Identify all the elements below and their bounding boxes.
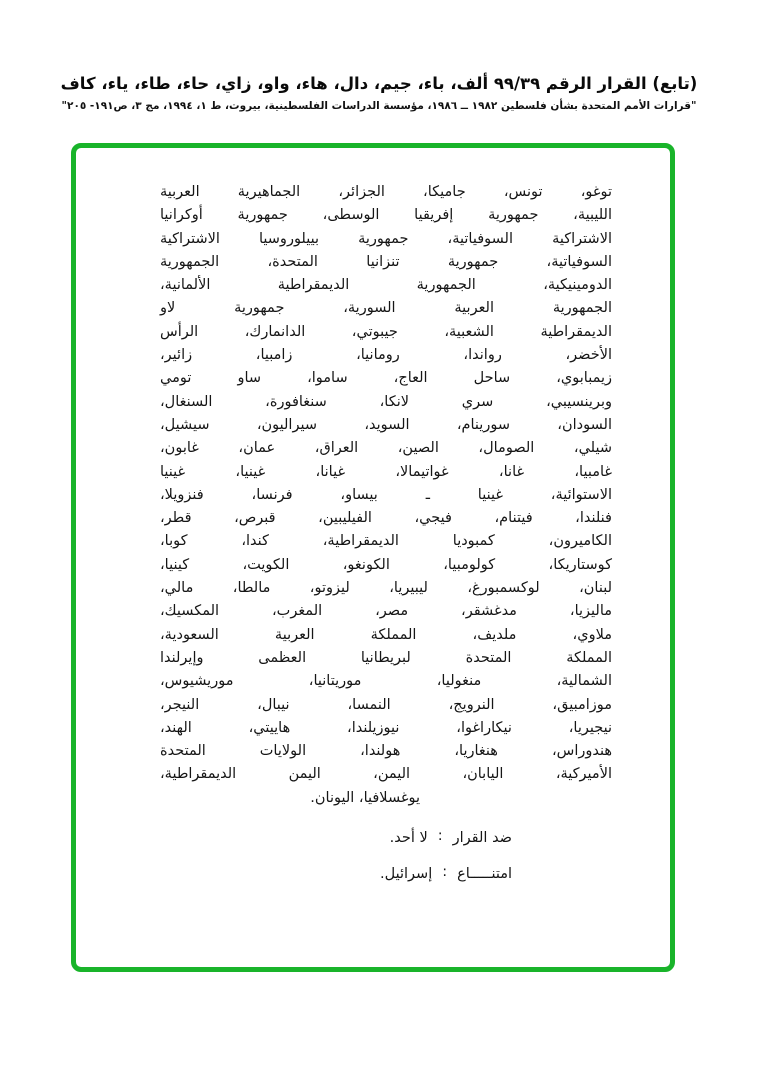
voting-list-line: الديمقراطية الشعبية، جيبوتي، الدانمارك، الرأس (160, 323, 612, 340)
voting-list-line: الأميركية، اليابان، اليمن، اليمن الديمقراطية، (160, 766, 612, 783)
voting-list-line: يوغسلافيا، اليونان. (310, 789, 420, 806)
voting-list-line: ملاوي، ملديف، المملكة العربية السعودية، (160, 626, 612, 643)
voting-list-line: هندوراس، هنغاريا، هولندا، الولايات المتحدة (160, 743, 612, 760)
page-header (0, 74, 758, 112)
voting-list-line: لبنان، لوكسمبورغ، ليبيريا، ليزوتو، مالطا، مالي، (160, 580, 612, 597)
voting-list-line: الاستوائية، غينيا ـ بيساو، فرنسا، فنزويلا، (160, 486, 612, 503)
vote-results (160, 820, 512, 892)
voting-list-line: المملكة المتحدة لبريطانيا العظمى وإيرلندا (160, 649, 612, 666)
voting-list-line: غامبيا، غانا، غواتيمالا، غيانا، غينيا، غينيا (160, 463, 612, 480)
colon-separator: : (437, 828, 443, 844)
voting-list-line: زيمبابوي، ساحل العاج، ساموا، ساو تومي (160, 370, 612, 387)
voting-list-line: الليبية، جمهورية إفريقيا الوسطى، جمهورية أوكرانيا (160, 207, 612, 224)
voting-list-line: فنلندا، فيتنام، فيجي، الفيليبين، قبرص، قطر، (160, 510, 612, 527)
resolution-title: (تابع) القرار الرقم ٩٩/٣٩ ألف، باء، جيم، دال، هاء، واو، زاي، حاء، طاء، ياء، كاف (60, 74, 698, 93)
voting-list-line: الكاميرون، كمبوديا الديمقراطية، كندا، كوبا، (160, 533, 612, 550)
vote-against-value: لا أحد. (389, 830, 428, 846)
colon-separator: : (442, 864, 448, 880)
voting-list-line: توغو، تونس، جاميكا، الجزائر، الجماهيرية العربية (160, 184, 612, 200)
voting-list-line: الشمالية، منغوليا، موريتانيا، موريشيوس، (160, 673, 612, 690)
voting-list-line: الاشتراكية السوفياتية، جمهورية بييلوروسيا الاشتراكية (160, 230, 612, 247)
voting-list-line: السودان، سورينام، السويد، سيراليون، سيشيل، (160, 416, 612, 433)
vote-abstain-row (160, 856, 512, 892)
voting-list-line: نيجيريا، نيكاراغوا، نيوزيلندا، هاييتي، الهند، (160, 719, 612, 736)
vote-against-label: ضد القرار (452, 830, 512, 846)
vote-against-row (160, 820, 512, 856)
voting-list-line: وبرينسيبي، سري لانكا، سنغافورة، السنغال، (160, 393, 612, 410)
vote-abstain-value: إسرائيل. (380, 866, 433, 882)
voting-list-line: ماليزيا، مدغشقر، مصر، المغرب، المكسيك، (160, 603, 612, 620)
voting-list-line: الجمهورية العربية السورية، جمهورية لاو (160, 300, 612, 317)
voting-list-line: شيلي، الصومال، الصين، العراق، عمان، غابون، (160, 440, 612, 457)
voting-list-line: موزامبيق، النرويج، النمسا، نيبال، النيجر، (160, 696, 612, 713)
voting-list (160, 181, 612, 810)
voting-list-line: السوفياتية، جمهورية تنزانيا المتحدة، الجمهورية (160, 253, 612, 270)
voting-list-line: كوستاريكا، كولومبيا، الكونغو، الكويت، كينيا، (160, 556, 612, 573)
voting-list-line: الدومينيكية، الجمهورية الديمقراطية الألمانية، (160, 277, 612, 294)
source-citation: "قرارات الأمم المتحدة بشأن فلسطين ١٩٨٢ ــ ١٩٨٦، مؤسسة الدراسات الفلسطينية، بيروت، ط ١، ١٩٩٤، مج ٣، ص١٩١- ٢٠٥" (61, 100, 697, 112)
voting-list-line: الأخضر، رواندا، رومانيا، زامبيا، زائير، (160, 347, 612, 364)
vote-abstain-label: امتنـــــاع (457, 866, 512, 882)
